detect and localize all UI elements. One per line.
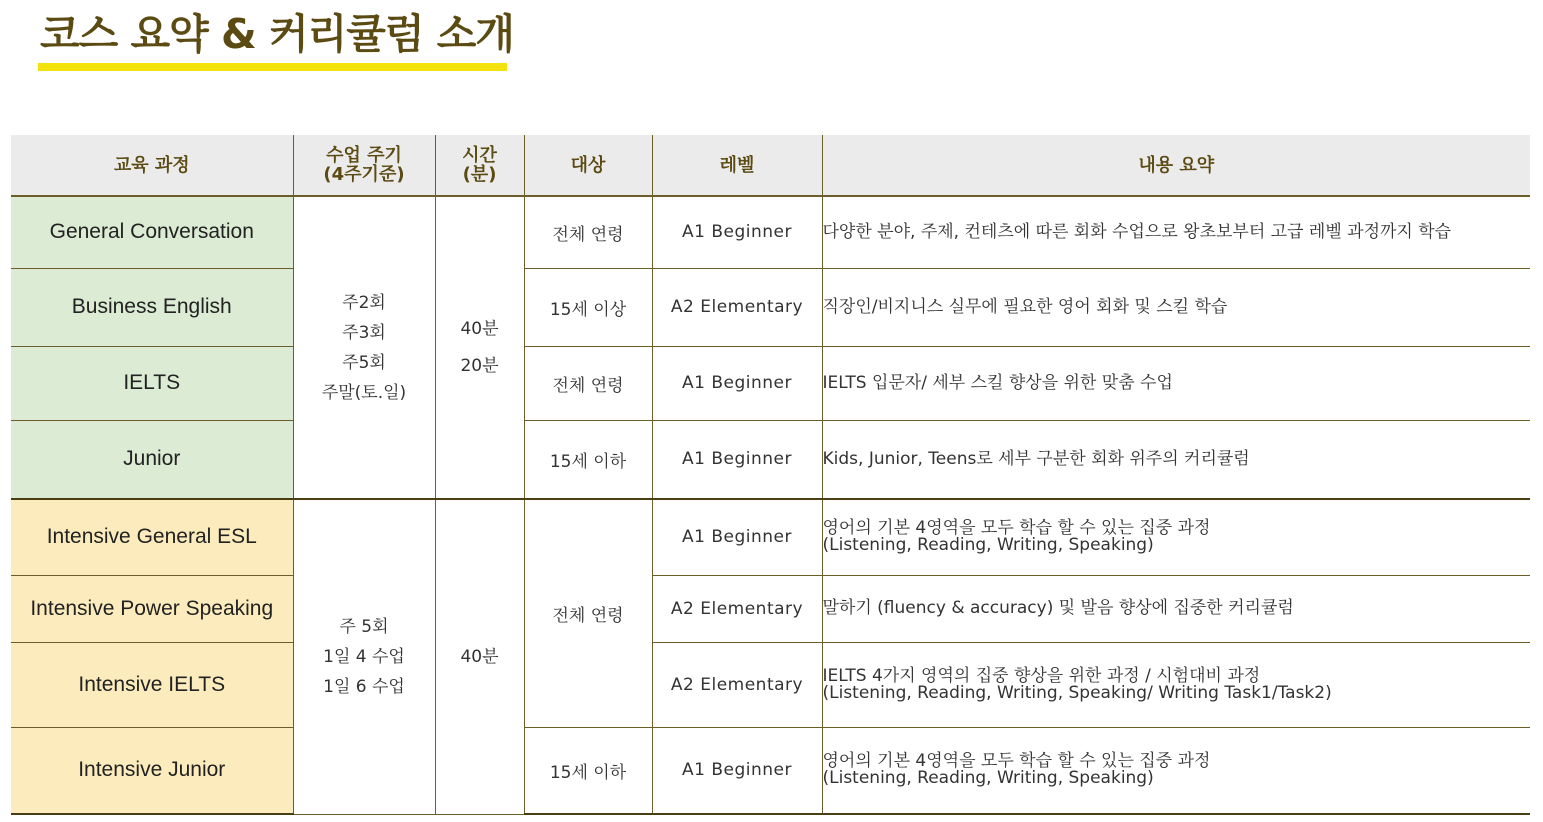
level-cell: A1 Beginner [652, 420, 822, 499]
level-cell: A1 Beginner [652, 727, 822, 814]
summary-line: 영어의 기본 4영역을 모두 학습 할 수 있는 집중 과정 [822, 751, 1211, 772]
summary-cell [822, 420, 1530, 499]
target-cell: 전체 연령 [524, 196, 652, 268]
target-cell: 전체 연령 [524, 346, 652, 420]
table-row [11, 499, 1530, 575]
table-row [11, 196, 1530, 268]
course-name: Intensive General ESL [11, 499, 293, 575]
level-cell: A1 Beginner [652, 499, 822, 575]
header-freq-line: (4주기준) [323, 164, 405, 185]
frequency-cell [293, 196, 435, 499]
header-time [435, 135, 524, 196]
summary-line: (Listening, Reading, Writing, Speaking/ Writing Task1/Task2) [822, 682, 1332, 703]
level-cell: A2 Elementary [652, 642, 822, 727]
course-name: General Conversation [11, 196, 293, 268]
duration-item: 20분 [460, 355, 499, 376]
course-name: Junior [11, 420, 293, 499]
header-target: 대상 [524, 135, 652, 196]
summary-cell [822, 499, 1530, 575]
frequency-item: 주3회 [342, 322, 386, 343]
frequency-item: 1일 6 수업 [323, 676, 405, 697]
header-time-line: 시간 [462, 145, 497, 166]
header-level: 레벨 [652, 135, 822, 196]
course-name: Business English [11, 268, 293, 346]
target-cell: 15세 이상 [524, 268, 652, 346]
summary-line: IELTS 입문자/ 세부 스킬 향상을 위한 맞춤 수업 [822, 372, 1173, 393]
level-cell: A1 Beginner [652, 196, 822, 268]
summary-cell [822, 196, 1530, 268]
target-cell: 15세 이하 [524, 727, 652, 814]
summary-cell [822, 575, 1530, 642]
course-name: Intensive IELTS [11, 642, 293, 727]
header-time-line: (분) [462, 164, 497, 185]
target-cell: 전체 연령 [524, 499, 652, 727]
summary-cell [822, 268, 1530, 346]
summary-cell [822, 642, 1530, 727]
frequency-item: 1일 4 수업 [323, 646, 405, 667]
frequency-item: 주5회 [342, 352, 386, 373]
title-underline [38, 63, 507, 71]
header-freq-line: 수업 주기 [326, 145, 402, 166]
header-summary: 내용 요약 [822, 135, 1530, 196]
table-row [11, 268, 1530, 346]
course-name: Intensive Junior [11, 727, 293, 814]
summary-cell [822, 727, 1530, 814]
header-course: 교육 과정 [11, 135, 293, 196]
duration-cell [435, 196, 524, 499]
summary-line: Kids, Junior, Teens로 세부 구분한 회화 위주의 커리큘럼 [822, 448, 1250, 469]
level-cell: A2 Elementary [652, 268, 822, 346]
summary-line: 직장인/비지니스 실무에 필요한 영어 회화 및 스킬 학습 [822, 296, 1228, 317]
header-freq [293, 135, 435, 196]
page-title: 코스 요약 & 커리큘럼 소개 [40, 10, 514, 58]
summary-line: (Listening, Reading, Writing, Speaking) [822, 768, 1154, 789]
table-row [11, 420, 1530, 499]
course-name: Intensive Power Speaking [11, 575, 293, 642]
summary-line: 말하기 (fluency & accuracy) 및 발음 향상에 집중한 커리큘럼 [822, 598, 1294, 618]
header-row [11, 135, 1530, 196]
summary-line: 다양한 분야, 주제, 컨테츠에 따른 회화 수업으로 왕초보부터 고급 레벨 과정까지 학습 [822, 221, 1452, 242]
duration-item: 40분 [460, 318, 499, 339]
target-cell: 15세 이하 [524, 420, 652, 499]
summary-line: 영어의 기본 4영역을 모두 학습 할 수 있는 집중 과정 [822, 518, 1211, 539]
frequency-item: 주말(토.일) [321, 382, 407, 403]
summary-line: (Listening, Reading, Writing, Speaking) [822, 535, 1154, 556]
table-row [11, 727, 1530, 814]
summary-cell [822, 346, 1530, 420]
frequency-cell [293, 499, 435, 814]
table-row [11, 642, 1530, 727]
duration-cell: 40분 [435, 499, 524, 814]
level-cell: A1 Beginner [652, 346, 822, 420]
frequency-item: 주 5회 [339, 616, 389, 637]
table-row [11, 575, 1530, 642]
summary-line: IELTS 4가지 영역의 집중 향상을 위한 과정 / 시험대비 과정 [822, 665, 1261, 686]
course-name: IELTS [11, 346, 293, 420]
frequency-item: 주2회 [342, 292, 386, 313]
page-title-wrap [40, 6, 514, 62]
table-row [11, 346, 1530, 420]
level-cell: A2 Elementary [652, 575, 822, 642]
curriculum-table [11, 135, 1530, 815]
